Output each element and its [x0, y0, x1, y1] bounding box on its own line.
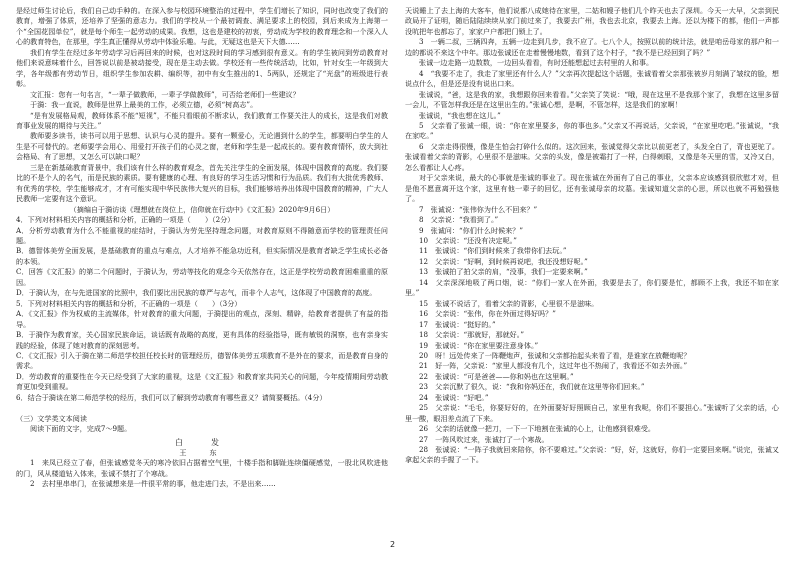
paragraph: 6 父亲走得很慢，像是生怕会打碎什么似的。这次回来，张诚觉得父亲比以前更老了，头发全白了，背也更驼了。张诚看着父亲的背影，心里很不是滋味。父亲的头发，像是被霜打了一样，白得刺眼，又像是冬天里的雪，又冷又白，怎么看都让人心疼。	[405, 141, 779, 172]
paragraph: 5．下列对材料相关内容的概括和分析，不正确的一项是（ ）（3分）	[16, 298, 242, 308]
paragraph: 2 去村里串串门，在张诚想来是一件很平常的事，他走进门去，不是出来……	[30, 479, 276, 489]
paragraph: 对于父亲来说，最大的心事就是张诚的事业了。现在张诚在外面有了自己的事业，父亲本应该感到很欣慰才对，但是他不愿意离开这个家，这里有他一辈子的回忆，还有张诚母亲的坟墓。张诚知道父亲的心思，所以也就不再勉强他了。	[405, 173, 779, 204]
paragraph: 4 “我要不走了，我走了家里还有什么人？”父亲再次提起这个话题，张诚看着父亲那张被岁月刻满了皱纹的脸，想说点什么，但是还是没有说出口来。	[405, 68, 779, 89]
paragraph: 张诚说，“我也想在这儿。”	[419, 110, 501, 120]
paragraph: D．于漪认为，在与先进国家的比照中，我们要比出民族的尊严与志气，而非个人志气，这体现了中国教育的高度。	[16, 288, 377, 298]
paragraph: A．《文汇报》作为权威的主流媒体，针对教育的重大问题，于漪提出的观点，深刻、精辟，给教育者提供了有益的指导。	[16, 309, 388, 329]
paragraph: D．劳动教育的重要性在今天已经受到了大家的重视，这是《文汇报》和教育家共同关心的问题，今年疫情期间劳动教育更加受到重视。	[16, 371, 388, 392]
paragraph: 24 张诚说：“好吧。”	[419, 392, 489, 402]
paragraph	[16, 403, 388, 413]
paragraph: 是经过师生讨论后，我们自己动手种的。在深入参与校园环境整治的过程中，学生们增长了知识，同时也改变了我们的教育，增强了体质，还培养了坚强的意志力。我们的学校从一个最初调查、满足要求上的校园，到后来成为上海第一个“全国花园单位”，就是每个师生一起劳动的成果。我想，这也是建校的初衷，劳动成为学校的教育理念和一个深入人心的教育特色，在那里，学生真正懂得从劳动中体验乐趣。与此，无疑这也是天下大德……	[16, 6, 388, 47]
paragraph: 阅读下面的文字，完成7～9题。	[30, 424, 132, 434]
paragraph: 19 张诚说：“你在家里要注意身体。”	[419, 340, 539, 350]
paragraph: 3 一辆二叔，三辆四奔，五辆一边走到几步，我不应了。七八个人，按照以前的统计法，就是咱岳母家的那户和一边的都说不来这个中年。那边张诚还在走着慢慢地数，看到了这个村子，“我不是已经回到了吗？”	[405, 37, 779, 57]
page-number: 2	[390, 540, 396, 549]
paragraph: 1 来凤已经立了春，但张诚感觉冬天的寒冷依旧占据着空气里，十楼手指和脚趾连续僵硬感觉，一股北风吹进他的门，风从楼道钻入体来，张诚不禁打了个寒战。	[16, 458, 388, 478]
paragraph: 张诚说，“爸，这是我的家，我想跟你回来看看。”父亲笑了笑说：“哦，现在这里不是我那个家了，我想在这里多留一会儿，不管怎样我还是在这里出生的。”张诚心想，是啊，不管怎样，这是我们的家啊！	[405, 89, 779, 110]
paragraph: C．《文汇报》引入于漪在第二师范学校担任校长时的管理经历，德智体美劳五项教育不是外在的要求，而是教育自身的需求。	[16, 350, 388, 371]
paragraph: 教师要多读书，读书可以用于思想、认识与心灵的提升。要有一颗爱心，无论遇到什么的学生，都要明白学生的人生是不可替代的。老师要学会用心、用爱打开孩子们的心灵之窗，老师和学生是一起成长的。要有教育情怀，放大到社会格局、有了思想，又怎么可以缺口呢？	[16, 131, 388, 162]
paragraph: 17 张诚说：“挺好的。”	[419, 319, 496, 329]
paragraph: 10 父亲说：“还没有决定呢。”	[419, 235, 517, 245]
paragraph: 三是在新基础教育背景中，我们该有什么样的教育观念，首先关注学生的全面发展，体现中国教育的高度。我们要比的不是个人的名气，而是民族的素质。要有健康的心理、有良好的学习生活习惯和行为品质。我们有大批优秀教师、有优秀的学校，学生能够成才，才有可能实现中华民族伟大复兴的目标，我们能够培养出体现中国教育的精神，广大人民教师一定要有这个意识。	[16, 162, 388, 204]
paragraph: 5 父亲看了张诚一眼，说：“你在家里要多，你的事也多。”父亲又不再说话，父亲说，“在家里吃吧。”张诚说，“我在家吃。”	[405, 120, 779, 141]
paragraph: 13 张诚拍了拍父亲的肩，“没事，我们一定要来啊。”	[419, 267, 588, 277]
paragraph: 张诚一边走路一边数数，一边回头看看，有时还能想起过去村里的人和事。	[419, 58, 654, 68]
paragraph: 12 父亲说：“好啊，到时候再说吧，我还没想好呢。”	[419, 256, 588, 266]
paragraph: 9 张诚问：“你们什么时候来？”	[419, 225, 523, 235]
paragraph: 15 张诚不说话了，看着父亲的背影，心里很不是滋味。	[419, 298, 599, 308]
paragraph: （摘编自于漪访谈《理想就在岗位上，信仰就在行动中》《文汇报》2020年9月6日）	[69, 204, 335, 214]
paragraph: B．德智体美劳全面发展，是基础教育的重点与难点，人才培养不能急功近利，但实际情况是教育者缺乏学生成长必备的本领。	[16, 246, 388, 266]
paragraph: 26 父亲的话就像一把刀，一下一下地割在张诚的心上，让他感到很难受。	[419, 424, 656, 434]
paragraph: B．于漪作为教育家，关心国家民族命运，谈话既有战略的高度，更有具体的经验指导，既有敏锐的洞察，也有亲身实践的经验，体现了她对教育的深刻思考。	[16, 330, 388, 350]
paragraph: 我们有学生在经过多年劳动学习后再回来的时候，也对这段时间的学习感到很有意义。有的学生被问到劳动教育对他们来说意味着什么，回答说以前是被动接受，现在是主动去做。学校还有一些传统活动，比如，针对女生一年级到大学，各年级都有劳动节日，组织学生参加农耕、编织等，初中有女生推出的1、5两队，还规定了“光盘”的班级进行表彰。	[16, 47, 388, 89]
paragraph: A．分析劳动教育为什么不能重视的症结时，于漪认为劳先坚持理念问题，对教育原则不得随意而学校的管理责任问题。	[16, 225, 388, 245]
right-column	[405, 6, 779, 466]
paragraph: 21 好一阵，父亲说：“家里人都没有几个，这过年也不热闹了，我看还不如去外面。”	[419, 361, 688, 371]
paragraph: 22 张诚说：“可是爸爸——你和妈也在这里啊。”	[419, 371, 574, 381]
paragraph: 28 张诚说：“一阵子我就回来陪你，你不要难过。”父亲说：“好，好，这就好，你们一定要回来啊。”说完，张诚又拿起父亲的手握了一下。	[405, 445, 779, 465]
paragraph: （三）文学类文本阅读	[16, 413, 87, 423]
paragraph: 于漪：我一直说，教师是世界上最美的工作，必须立德，必须“树高志”。	[30, 100, 258, 110]
paragraph: 文汇报：您有一句名言，“一辈子做教师，一辈子学做教师”，可否给老师们一些建议？	[30, 89, 300, 99]
paragraph: 16 父亲说：“张伟，你在外面过得好吗？”	[419, 309, 556, 319]
paragraph: 6．结合于漪谈在第二师范学校的经历，我们可以了解到劳动教育有哪些意义？请简要概括。（4分）	[16, 392, 327, 402]
paragraph: 14 父亲深深地吸了两口烟，说：“你们一家人在外面，我要是去了，你们要是忙，都顾不上我，我还不如在家里。”	[405, 277, 779, 298]
article-title: 白 发	[175, 437, 229, 447]
left-column	[16, 6, 388, 490]
paragraph: 18 父亲说：“那就好，那就好。”	[419, 330, 524, 340]
paragraph: 7 张诚说：“张伟你为什么不回来？”	[419, 204, 538, 214]
paragraph: 25 父亲说：“毛毛，你要好好的，在外面要好好照顾自己，家里有我呢，你们不要担心。”张诚听了父亲的话，心里一酸，眼泪差点流了下来。	[405, 403, 779, 423]
paragraph: 8 父亲说：“我看到了。”	[419, 215, 499, 225]
paragraph: 天说睡上了去上海的大客车，他们说都八成她待在家里，二姑和嫂子他们几个昨天也去了深圳。今天一大早，父亲到民政局开了证明，随后陆陆续续从家门前过来了，我要去广州，我也去北京，我要去上海。还以为楼下的都，他们一声都没吭把年也都忘了，家家户户都把门锁上了。	[405, 6, 779, 36]
paragraph: 4．下列对材料相关内容的概括和分析，正确的一项是（ ）（2分）	[16, 215, 235, 225]
paragraph: 27 一阵风吹过来，张诚打了一个寒战。	[419, 434, 549, 444]
paragraph: 11 张诚说：“你们到时候来了我带你们去玩。”	[419, 246, 567, 256]
paragraph: 23 父亲沉默了很久，说：“我和你妈还在，我们就在这里等你们回来。”	[419, 382, 645, 392]
paragraph: 20 呀！远处传来了一阵鞭炮声，张诚和父亲都抬起头来看了看，是谁家在放鞭炮呢？	[419, 350, 691, 360]
paragraph: C．回答《文汇报》的第二个问题时，于漪认为，劳动等技化的观念今天依然存在，这正是学校劳动教育困难重重的原因。	[16, 267, 388, 287]
article-author: 王 东	[179, 448, 225, 458]
paragraph: “是有发展格局观，教师体系不能“短视”，不能只看眼前不断求认，我们教育工作要关注人的成长，这是我们对教育事业发展的期待与关注。”	[16, 110, 388, 130]
